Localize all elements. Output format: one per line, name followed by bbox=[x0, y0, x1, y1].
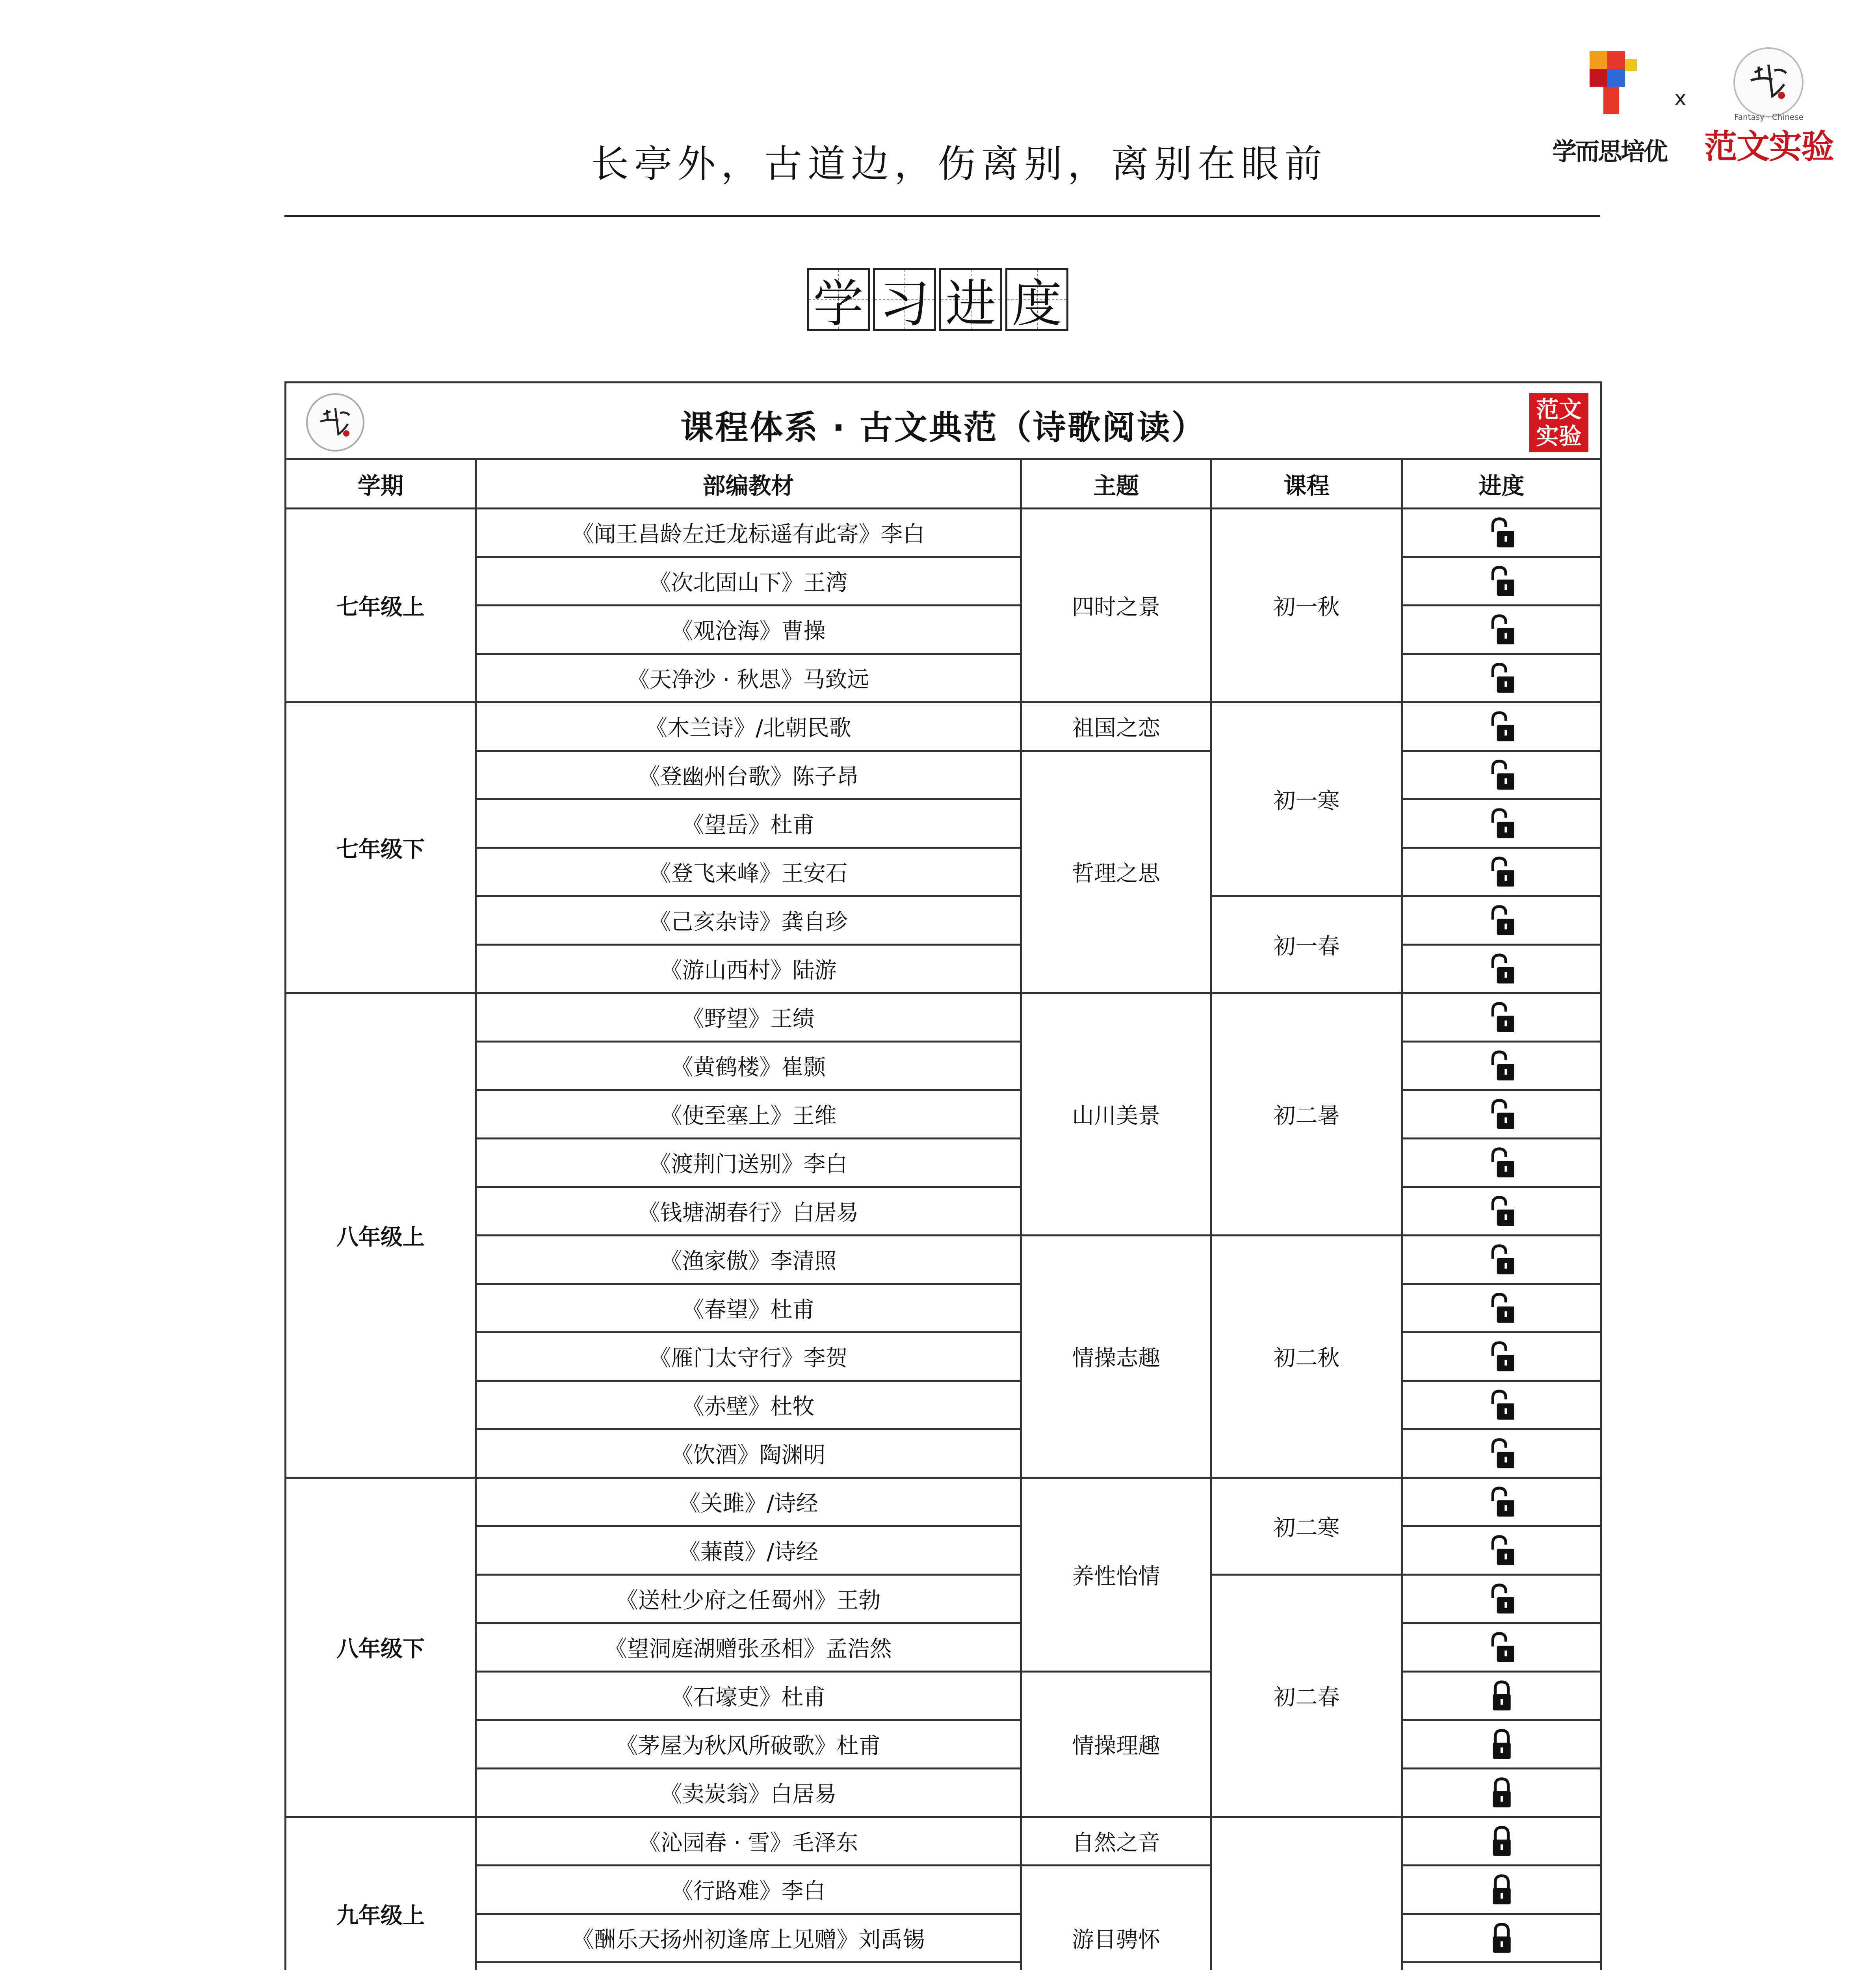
table-row bbox=[286, 1333, 1601, 1381]
section-title-char: 进 bbox=[939, 268, 1002, 331]
poem-cell: 《蒹葭》/诗经 bbox=[476, 1526, 1021, 1575]
poem-cell: 《渡荆门送别》李白 bbox=[476, 1139, 1021, 1187]
term-cell: 八年级下 bbox=[286, 1478, 476, 1817]
open-padlock-icon bbox=[1490, 1534, 1514, 1567]
table-row bbox=[286, 1042, 1601, 1090]
progress-cell bbox=[1402, 1333, 1601, 1381]
table-row bbox=[286, 848, 1601, 896]
logo-separator: x bbox=[1674, 87, 1687, 110]
progress-cell bbox=[1402, 1575, 1601, 1623]
progress-cell bbox=[1402, 1139, 1601, 1187]
table-row bbox=[286, 1914, 1601, 1963]
poem-cell: 《关雎》/诗经 bbox=[476, 1478, 1021, 1526]
theme-cell: 情操志趣 bbox=[1021, 1236, 1211, 1478]
poem-cell: 《送杜少府之任蜀州》王勃 bbox=[476, 1575, 1021, 1623]
column-header: 部编教材 bbox=[476, 459, 1021, 509]
xueersi-brand-text: 学而思培优 bbox=[1552, 137, 1666, 166]
open-padlock-icon bbox=[1490, 758, 1514, 792]
section-title-char: 学 bbox=[807, 268, 870, 331]
table-row bbox=[286, 1672, 1601, 1720]
header-divider bbox=[284, 215, 1600, 217]
open-padlock-icon bbox=[1490, 565, 1514, 598]
poem-cell: 《茅屋为秋风所破歌》杜甫 bbox=[476, 1720, 1021, 1769]
course-cell: 初二春 bbox=[1211, 1575, 1402, 1817]
table-row bbox=[286, 896, 1601, 945]
table-title: 课程体系 · 古文典范（诗歌阅读） bbox=[680, 408, 1206, 447]
open-padlock-icon bbox=[1490, 1582, 1514, 1615]
table-row bbox=[286, 1429, 1601, 1478]
poem-cell: 《沁园春 · 雪》毛泽东 bbox=[476, 1817, 1021, 1866]
closed-padlock-icon bbox=[1490, 1728, 1514, 1761]
progress-cell bbox=[1402, 1866, 1601, 1914]
section-title-char: 度 bbox=[1005, 268, 1068, 331]
closed-padlock-icon bbox=[1490, 1679, 1514, 1712]
open-padlock-icon bbox=[1490, 1195, 1514, 1228]
poem-cell: 《游山西村》陆游 bbox=[476, 945, 1021, 993]
table-row bbox=[286, 1866, 1601, 1914]
progress-cell bbox=[1402, 1526, 1601, 1575]
table-row bbox=[286, 1769, 1601, 1817]
open-padlock-icon bbox=[1490, 710, 1514, 743]
fanwen-logo bbox=[1702, 39, 1836, 165]
progress-cell bbox=[1402, 1042, 1601, 1090]
column-header: 进度 bbox=[1402, 459, 1601, 509]
xueersi-mark-icon bbox=[1582, 47, 1641, 118]
progress-cell bbox=[1402, 1623, 1601, 1672]
poem-cell: 《登飞来峰》王安石 bbox=[476, 848, 1021, 896]
poem-cell bbox=[476, 1963, 1021, 1970]
open-padlock-icon bbox=[1490, 807, 1514, 840]
open-padlock-icon bbox=[1490, 1292, 1514, 1325]
progress-cell bbox=[1402, 1478, 1601, 1526]
table-row bbox=[286, 1139, 1601, 1187]
table-row bbox=[286, 1090, 1601, 1139]
open-padlock-icon bbox=[1490, 1340, 1514, 1373]
poem-cell: 《望岳》杜甫 bbox=[476, 799, 1021, 848]
open-padlock-icon bbox=[1490, 1098, 1514, 1131]
open-padlock-icon bbox=[1490, 1437, 1514, 1470]
course-cell: 初一秋 bbox=[1211, 509, 1402, 703]
progress-cell bbox=[1402, 1769, 1601, 1817]
progress-cell bbox=[1402, 945, 1601, 993]
progress-cell bbox=[1402, 1720, 1601, 1769]
table-row bbox=[286, 1478, 1601, 1526]
progress-cell bbox=[1402, 1914, 1601, 1963]
poem-cell: 《黄鹤楼》崔颢 bbox=[476, 1042, 1021, 1090]
open-padlock-icon bbox=[1490, 952, 1514, 985]
progress-cell bbox=[1402, 1963, 1601, 1970]
poem-cell: 《雁门太守行》李贺 bbox=[476, 1333, 1021, 1381]
open-padlock-icon bbox=[1490, 1001, 1514, 1034]
open-padlock-icon bbox=[1490, 1243, 1514, 1276]
poem-cell: 《卖炭翁》白居易 bbox=[476, 1769, 1021, 1817]
closed-padlock-icon bbox=[1490, 1873, 1514, 1906]
xueersi-logo bbox=[1548, 47, 1666, 165]
progress-table bbox=[284, 381, 1602, 1970]
poem-cell: 《钱塘湖春行》白居易 bbox=[476, 1187, 1021, 1236]
table-row bbox=[286, 1963, 1601, 1970]
fanwen-stamp: 范文 实验 bbox=[1529, 393, 1588, 452]
progress-cell bbox=[1402, 557, 1601, 606]
progress-cell bbox=[1402, 896, 1601, 945]
poem-cell: 《闻王昌龄左迁龙标遥有此寄》李白 bbox=[476, 509, 1021, 557]
open-padlock-icon bbox=[1490, 1146, 1514, 1179]
poem-cell: 《酬乐天扬州初逢席上见赠》刘禹锡 bbox=[476, 1914, 1021, 1963]
progress-cell bbox=[1402, 1090, 1601, 1139]
poem-cell: 《野望》王绩 bbox=[476, 993, 1021, 1042]
course-cell bbox=[1211, 1817, 1402, 1970]
term-cell: 八年级上 bbox=[286, 993, 476, 1478]
poem-cell: 《行路难》李白 bbox=[476, 1866, 1021, 1914]
table-row bbox=[286, 1575, 1601, 1623]
progress-cell bbox=[1402, 751, 1601, 799]
table-header-row bbox=[286, 459, 1601, 509]
open-padlock-icon bbox=[1490, 1049, 1514, 1082]
closed-padlock-icon bbox=[1490, 1776, 1514, 1809]
progress-cell bbox=[1402, 993, 1601, 1042]
poem-cell: 《己亥杂诗》龚自珍 bbox=[476, 896, 1021, 945]
theme-cell: 养性怡情 bbox=[1021, 1478, 1211, 1672]
theme-cell: 四时之景 bbox=[1021, 509, 1211, 703]
open-padlock-icon bbox=[1490, 904, 1514, 937]
section-title bbox=[807, 268, 1068, 331]
progress-cell bbox=[1402, 654, 1601, 703]
poem-cell: 《使至塞上》王维 bbox=[476, 1090, 1021, 1139]
course-cell: 初一春 bbox=[1211, 896, 1402, 993]
progress-cell bbox=[1402, 1284, 1601, 1333]
poem-cell: 《春望》杜甫 bbox=[476, 1284, 1021, 1333]
column-header: 主题 bbox=[1021, 459, 1211, 509]
header-logos bbox=[1548, 39, 1832, 165]
table-row bbox=[286, 1381, 1601, 1429]
open-padlock-icon bbox=[1490, 1631, 1514, 1664]
open-padlock-icon bbox=[1490, 613, 1514, 646]
fanwen-brand-text: 范文实验 bbox=[1704, 127, 1833, 166]
open-padlock-icon bbox=[1490, 1485, 1514, 1518]
theme-cell: 祖国之恋 bbox=[1021, 703, 1211, 751]
theme-cell: 自然之音 bbox=[1021, 1817, 1211, 1866]
table-row bbox=[286, 993, 1601, 1042]
progress-cell bbox=[1402, 799, 1601, 848]
course-cell: 初一寒 bbox=[1211, 703, 1402, 896]
theme-cell: 哲理之思 bbox=[1021, 751, 1211, 993]
table-row bbox=[286, 945, 1601, 993]
open-padlock-icon bbox=[1490, 516, 1514, 549]
progress-cell bbox=[1402, 606, 1601, 654]
poem-cell: 《登幽州台歌》陈子昂 bbox=[476, 751, 1021, 799]
table-row bbox=[286, 1623, 1601, 1672]
table-row bbox=[286, 1720, 1601, 1769]
poem-cell: 《次北固山下》王湾 bbox=[476, 557, 1021, 606]
table-row bbox=[286, 1284, 1601, 1333]
theme-cell: 游目骋怀 bbox=[1021, 1866, 1211, 1970]
progress-cell bbox=[1402, 1429, 1601, 1478]
section-title-char: 习 bbox=[873, 268, 936, 331]
fanwen-subtitle: Fantasy · Chinese bbox=[1734, 112, 1804, 122]
progress-cell bbox=[1402, 1236, 1601, 1284]
table-row bbox=[286, 1817, 1601, 1866]
closed-padlock-icon bbox=[1490, 1825, 1514, 1858]
term-cell: 九年级上 bbox=[286, 1817, 476, 1970]
term-cell: 七年级下 bbox=[286, 703, 476, 993]
poem-cell: 《饮酒》陶渊明 bbox=[476, 1429, 1021, 1478]
progress-cell bbox=[1402, 703, 1601, 751]
term-cell: 七年级上 bbox=[286, 509, 476, 703]
table-banner bbox=[286, 383, 1601, 459]
theme-cell: 情操理趣 bbox=[1021, 1672, 1211, 1817]
open-padlock-icon bbox=[1490, 855, 1514, 888]
header-quote: 长亭外，古道边，伤离别，离别在眼前 bbox=[591, 142, 1328, 186]
poem-cell: 《天净沙 · 秋思》马致远 bbox=[476, 654, 1021, 703]
progress-cell bbox=[1402, 1381, 1601, 1429]
course-cell: 初二寒 bbox=[1211, 1478, 1402, 1575]
column-header: 课程 bbox=[1211, 459, 1402, 509]
progress-cell bbox=[1402, 1672, 1601, 1720]
poem-cell: 《渔家傲》李清照 bbox=[476, 1236, 1021, 1284]
progress-cell bbox=[1402, 1817, 1601, 1866]
table-row bbox=[286, 1236, 1601, 1284]
column-header: 学期 bbox=[286, 459, 476, 509]
poem-cell: 《观沧海》曹操 bbox=[476, 606, 1021, 654]
table-banner-row bbox=[286, 383, 1601, 459]
table-row bbox=[286, 557, 1601, 606]
theme-cell: 山川美景 bbox=[1021, 993, 1211, 1236]
open-padlock-icon bbox=[1490, 662, 1514, 695]
table-row bbox=[286, 1526, 1601, 1575]
course-cell: 初二暑 bbox=[1211, 993, 1402, 1236]
course-cell: 初二秋 bbox=[1211, 1236, 1402, 1478]
progress-cell bbox=[1402, 1187, 1601, 1236]
table-row bbox=[286, 799, 1601, 848]
progress-cell bbox=[1402, 848, 1601, 896]
table-row bbox=[286, 703, 1601, 751]
poem-cell: 《赤壁》杜牧 bbox=[476, 1381, 1021, 1429]
open-padlock-icon bbox=[1490, 1388, 1514, 1422]
fanwen-seal-icon bbox=[1733, 47, 1804, 117]
table-row bbox=[286, 751, 1601, 799]
poem-cell: 《石壕吏》杜甫 bbox=[476, 1672, 1021, 1720]
progress-cell bbox=[1402, 509, 1601, 557]
table-row bbox=[286, 509, 1601, 557]
table-row bbox=[286, 1187, 1601, 1236]
table-row bbox=[286, 606, 1601, 654]
poem-cell: 《木兰诗》/北朝民歌 bbox=[476, 703, 1021, 751]
closed-padlock-icon bbox=[1490, 1922, 1514, 1955]
table-row bbox=[286, 654, 1601, 703]
poem-cell: 《望洞庭湖赠张丞相》孟浩然 bbox=[476, 1623, 1021, 1672]
